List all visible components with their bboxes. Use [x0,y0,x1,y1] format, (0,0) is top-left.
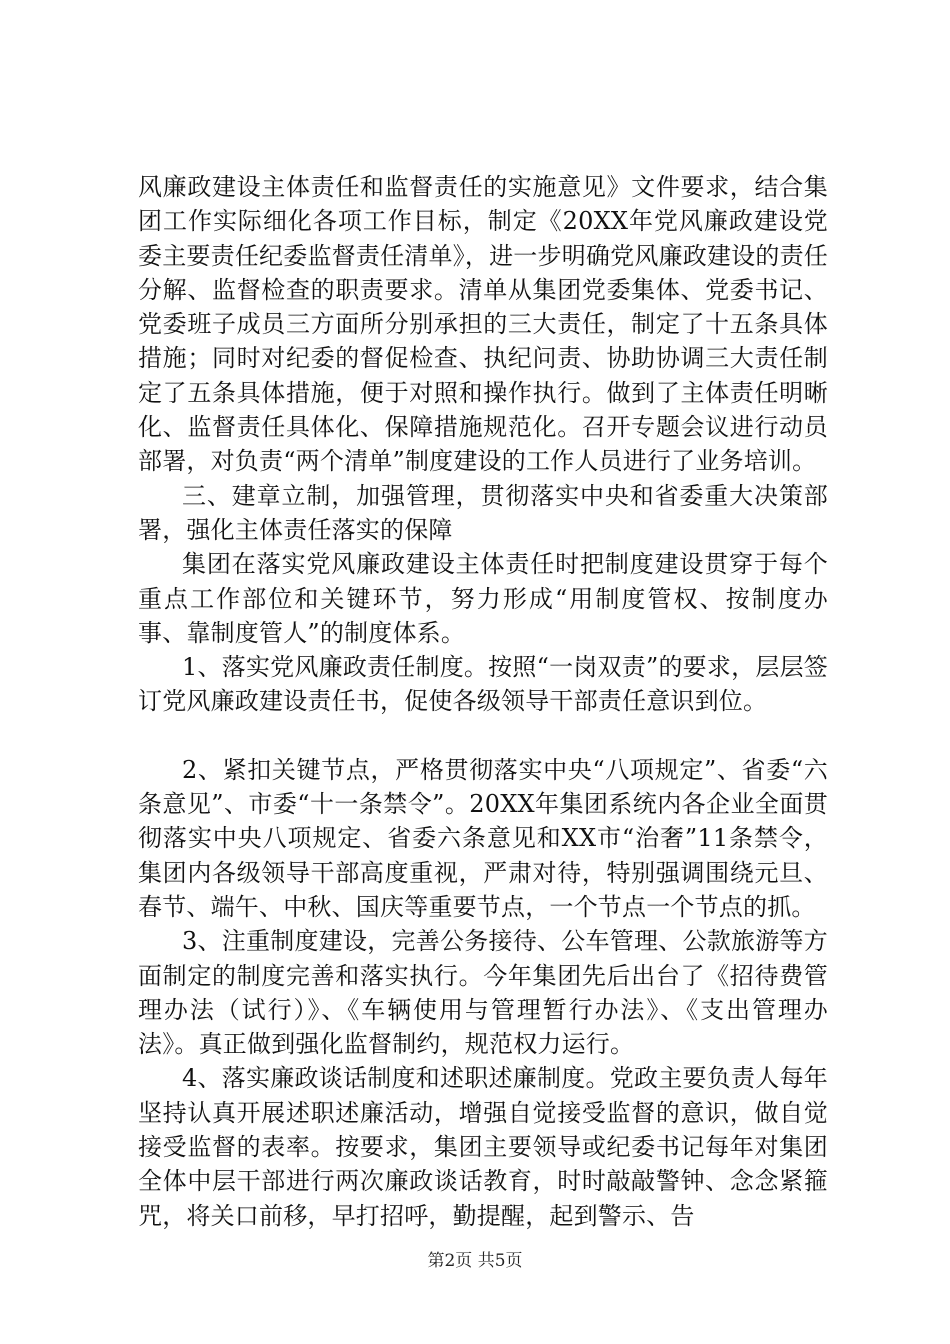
paragraph-spacer [138,719,828,753]
paragraph-item-3: 3、注重制度建设，完善公务接待、公车管理、公款旅游等方面制定的制度完善和落实执行。今年集团先后出台了《招待费管理办法（试行）》、《车辆使用与管理暂行办法》、《支出管理办法》。真正做到强化监督制约，规范权力运行。 [138,927,828,1059]
paragraph-item-2: 2、紧扣关键节点，严格贯彻落实中央“八项规定”、省委“六条意见”、市委“十一条禁令”。20XX年集团系统内各企业全面贯彻落实中央八项规定、省委六条意见和XX市“治奢”11条禁令，集团内各级领导干部高度重视，严肃对待，特别强调围绕元旦、春节、端午、中秋、国庆等重要节点，一个节点一个节点的抓。 [138,755,828,921]
paragraph-intro: 集团在落实党风廉政建设主体责任时把制度建设贯穿于每个重点工作部位和关键环节，努力形成“用制度管权、按制度办事、靠制度管人”的制度体系。 [138,550,828,647]
section-heading: 三、建章立制，加强管理，贯彻落实中央和省委重大决策部署，强化主体责任落实的保障 [138,481,828,544]
paragraph-item-4: 4、落实廉政谈话制度和述职述廉制度。党政主要负责人每年坚持认真开展述职述廉活动，增强自觉接受监督的意识，做自觉接受监督的表率。按要求，集团主要领导或纪委书记每年对集团全体中层干部进行两次廉政谈话教育，时时敲敲警钟、念念紧箍咒，将关口前移，早打招呼，勤提醒，起到警示、告 [138,1064,828,1230]
paragraph-item-1: 1、落实党风廉政责任制度。按照“一岗双责”的要求，层层签订党风廉政建设责任书，促使各级领导干部责任意识到位。 [138,653,828,716]
page-number-footer: 第2页 共5页 [427,1251,523,1271]
paragraph-continuation: 风廉政建设主体责任和监督责任的实施意见》文件要求，结合集团工作实际细化各项工作目标，制定《20XX年党风廉政建设党委主要责任纪委监督责任清单》，进一步明确党风廉政建设的责任分解、监督检查的职责要求。清单从集团党委集体、党委书记、党委班子成员三方面所分别承担的三大责任，制定了十五条具体措施；同时对纪委的督促检查、执纪问责、协助协调三大责任制定了五条具体措施，便于对照和操作执行。做到了主体责任明晰化、监督责任具体化、保障措施规范化。召开专题会议进行动员部署，对负责“两个清单”制度建设的工作人员进行了业务培训。 [138,173,828,476]
document-body [138,170,828,1233]
